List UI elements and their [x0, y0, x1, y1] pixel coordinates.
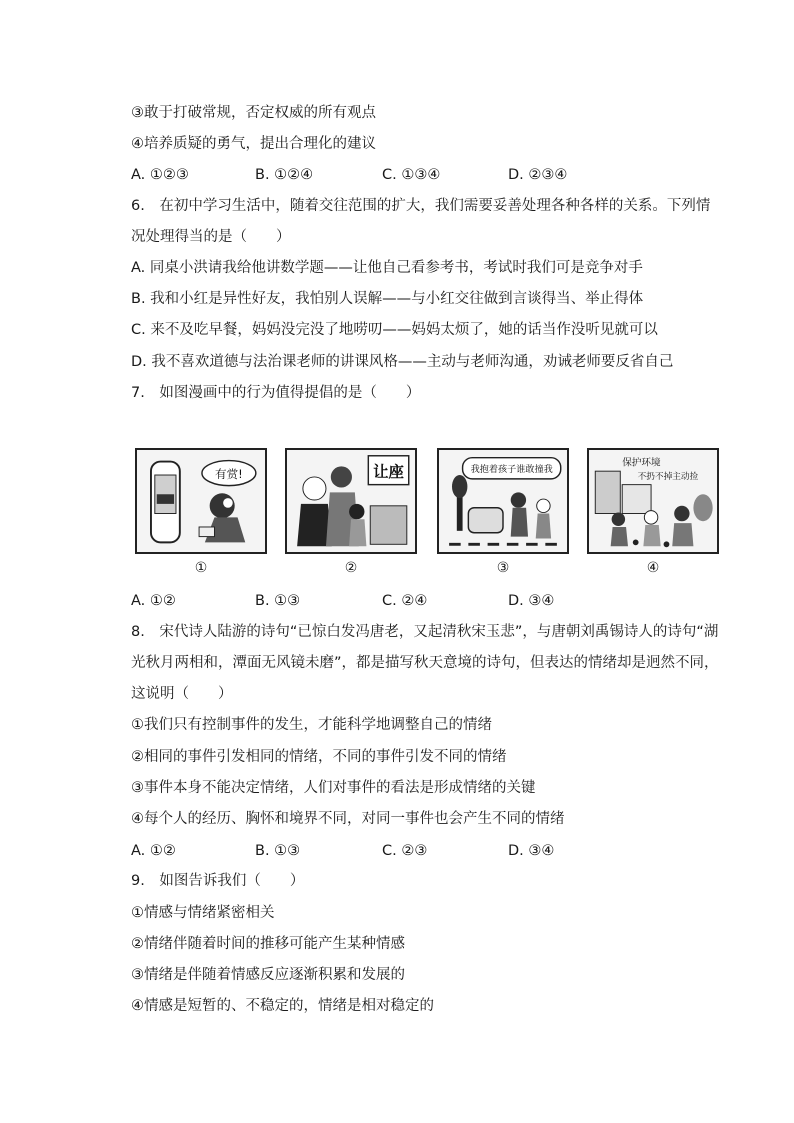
comic-4-sign-line1: 保护环境 — [622, 457, 661, 469]
q9-statement-1: ①情感与情绪紧密相关 — [131, 905, 275, 921]
q6-stem-line1: 6. 在初中学习生活中，随着交往范围的扩大，我们需要妥善处理各种各样的关系。下列情 — [131, 198, 711, 214]
q6-option-c[interactable]: C. 来不及吃早餐，妈妈没完没了地唠叨——妈妈太烦了，她的话当作没听见就可以 — [131, 322, 658, 338]
q8-option-b[interactable]: B. ①③ — [255, 843, 301, 859]
q5-statement-4: ④培养质疑的勇气，提出合理化的建议 — [131, 136, 376, 152]
q7-option-a[interactable]: A. ①② — [131, 593, 176, 609]
comic-panel-4 — [587, 448, 719, 554]
comic-4-sign-line2: 不扔不掉主动捡 — [637, 471, 699, 482]
q5-option-d[interactable]: D. ②③④ — [508, 167, 568, 183]
comic-panel-1 — [135, 448, 267, 554]
comic-caption-1: ① — [194, 560, 208, 576]
comic-caption-4: ④ — [646, 560, 660, 576]
comic-caption-3: ③ — [496, 560, 510, 576]
comic-1-bubble: 有赏! — [215, 466, 243, 481]
comic-caption-2: ② — [344, 560, 358, 576]
comic-panel-2 — [285, 448, 417, 554]
q8-stem-line2: 光秋月两相和，潭面无风镜未磨”，都是描写秋天意境的诗句，但表达的情绪却是迥然不同， — [131, 655, 719, 671]
comic-2-sign: 让座 — [373, 462, 404, 481]
q7-option-b[interactable]: B. ①③ — [255, 593, 301, 609]
q7-option-d[interactable]: D. ③④ — [508, 593, 555, 609]
q8-statement-2: ②相同的事件引发相同的情绪，不同的事件引发不同的情绪 — [131, 749, 507, 765]
q7-comic-strip — [131, 448, 721, 578]
q5-statement-3: ③敢于打破常规，否定权威的所有观点 — [131, 105, 376, 121]
q8-statement-1: ①我们只有控制事件的发生，才能科学地调整自己的情绪 — [131, 717, 492, 733]
q6-option-d[interactable]: D. 我不喜欢道德与法治课老师的讲课风格——主动与老师沟通，劝诫老师要反省自己 — [131, 354, 674, 370]
q9-statement-3: ③情绪是伴随着情感反应逐渐积累和发展的 — [131, 967, 405, 983]
q6-option-a[interactable]: A. 同桌小洪请我给他讲数学题——让他自己看参考书，考试时我们可是竞争对手 — [131, 260, 643, 276]
q9-statement-4: ④情感是短暂的、不稳定的，情绪是相对稳定的 — [131, 998, 434, 1014]
q5-option-b[interactable]: B. ①②④ — [255, 167, 314, 183]
q8-statement-4: ④每个人的经历、胸怀和境界不同，对同一事件也会产生不同的情绪 — [131, 811, 565, 827]
q9-stem: 9. 如图告诉我们（ ） — [131, 873, 305, 889]
q8-option-a[interactable]: A. ①② — [131, 843, 176, 859]
q5-option-c[interactable]: C. ①③④ — [382, 167, 441, 183]
comic-panel-3 — [437, 448, 569, 554]
q7-stem: 7. 如图漫画中的行为值得提倡的是（ ） — [131, 385, 421, 401]
q9-statement-2: ②情绪伴随着时间的推移可能产生某种情感 — [131, 936, 405, 952]
q6-option-b[interactable]: B. 我和小红是异性好友，我怕别人误解——与小红交往做到言谈得当、举止得体 — [131, 291, 644, 307]
q8-option-d[interactable]: D. ③④ — [508, 843, 555, 859]
q8-statement-3: ③事件本身不能决定情绪，人们对事件的看法是形成情绪的关键 — [131, 780, 536, 796]
q8-stem-line1: 8. 宋代诗人陆游的诗句“已惊白发冯唐老，又起清秋宋玉悲”，与唐朝刘禹锡诗人的诗句“湖 — [131, 624, 719, 640]
q8-option-c[interactable]: C. ②③ — [382, 843, 428, 859]
q7-option-c[interactable]: C. ②④ — [382, 593, 428, 609]
comic-3-bubble: 我抱着孩子谁敢撞我 — [470, 465, 553, 476]
q8-stem-line3: 这说明（ ） — [131, 686, 233, 702]
q6-stem-line2: 况处理得当的是（ ） — [131, 229, 291, 245]
q5-option-a[interactable]: A. ①②③ — [131, 167, 189, 183]
